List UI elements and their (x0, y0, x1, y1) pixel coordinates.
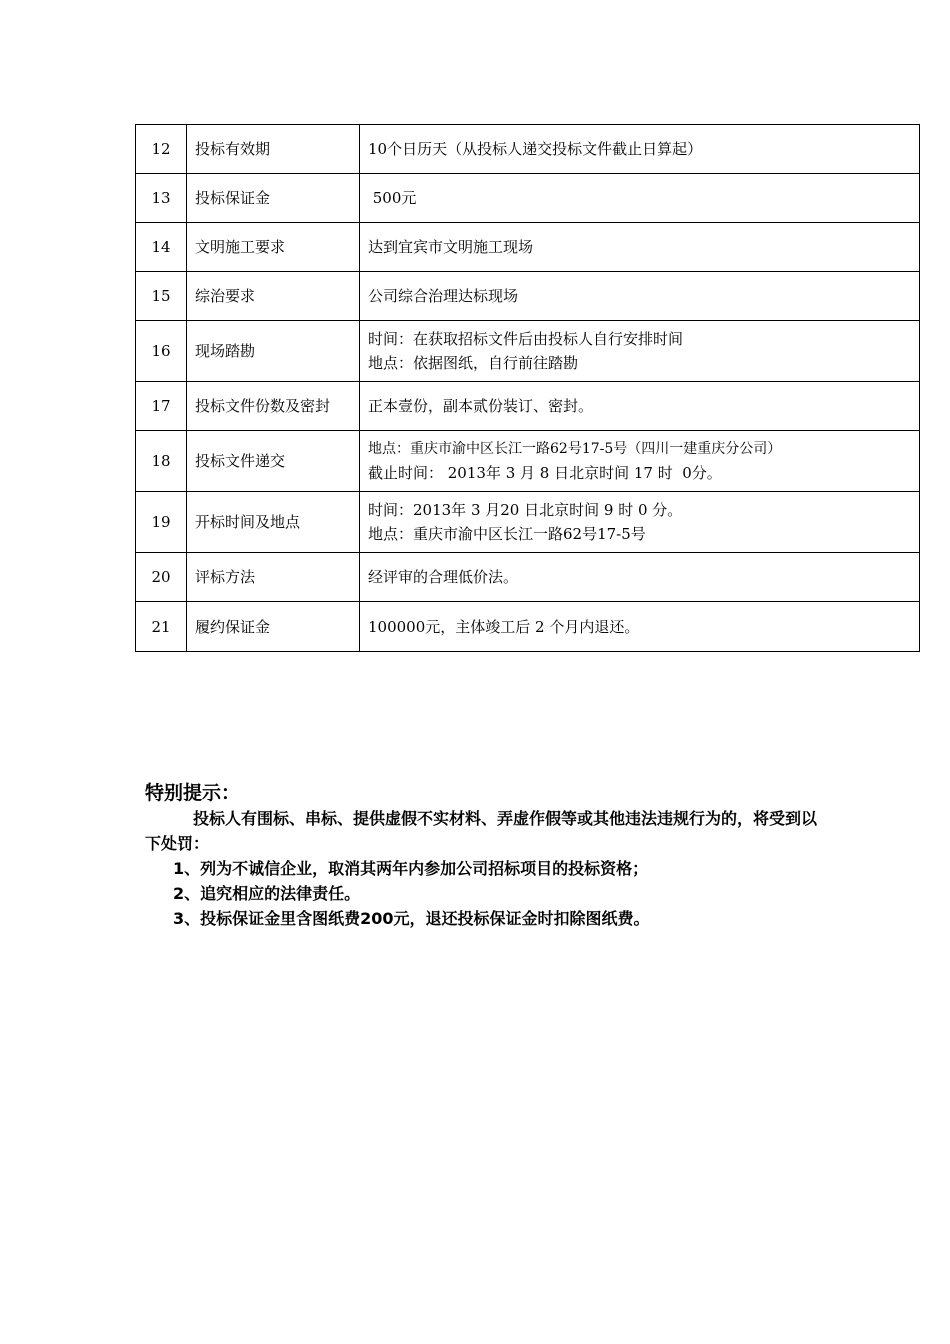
table-row (136, 174, 920, 223)
row-number: 19 (136, 492, 187, 553)
table-row (136, 382, 920, 431)
table-row (136, 272, 920, 321)
row-content (360, 553, 920, 602)
row-content (360, 223, 920, 272)
row-number: 12 (136, 125, 187, 174)
row-content (360, 492, 920, 553)
row-number: 17 (136, 382, 187, 431)
notice-paragraph: 投标人有围标、串标、提供虚假不实材料、弄虚作假等或其他违法违规行为的，将受到以下处罚： (145, 809, 818, 853)
row-number: 16 (136, 321, 187, 382)
row-label: 开标时间及地点 (187, 492, 360, 553)
content-line: 时间：在获取招标文件后由投标人自行安排时间 (368, 330, 684, 348)
table-row (136, 223, 920, 272)
row-label: 评标方法 (187, 553, 360, 602)
notice-item: 2、追究相应的法律责任。 (173, 884, 361, 903)
table-row (136, 492, 920, 553)
content-line: 地点：重庆市渝中区长江一路62号17-5号（四川一建重庆分公司） (368, 441, 782, 457)
row-label: 投标有效期 (187, 125, 360, 174)
table-row (136, 321, 920, 382)
row-label: 文明施工要求 (187, 223, 360, 272)
row-label: 现场踏勘 (187, 321, 360, 382)
table-row (136, 431, 920, 492)
content-line: 地点：依据图纸，自行前往踏勘 (368, 354, 579, 372)
content-line: 地点：重庆市渝中区长江一路62号17-5号 (368, 525, 646, 543)
row-number: 20 (136, 553, 187, 602)
bid-info-table (135, 124, 920, 652)
content-line: 经评审的合理低价法。 (368, 568, 519, 586)
table-row (136, 553, 920, 602)
special-notice (145, 780, 825, 931)
row-content (360, 602, 920, 652)
row-label: 投标文件份数及密封 (187, 382, 360, 431)
row-number: 14 (136, 223, 187, 272)
content-line: 正本壹份，副本贰份装订、密封。 (368, 397, 594, 415)
content-line: 10个日历天（从投标人递交投标文件截止日算起） (368, 140, 703, 158)
row-content (360, 272, 920, 321)
row-content (360, 431, 920, 492)
row-number: 13 (136, 174, 187, 223)
row-content (360, 382, 920, 431)
row-content (360, 321, 920, 382)
row-label: 投标文件递交 (187, 431, 360, 492)
notice-item: 3、投标保证金里含图纸费200元，退还投标保证金时扣除图纸费。 (173, 909, 650, 928)
row-label: 综治要求 (187, 272, 360, 321)
content-line: 时间：2013年 3 月20 日北京时间 9 时 0 分。 (368, 501, 683, 519)
row-number: 18 (136, 431, 187, 492)
content-line: 达到宜宾市文明施工现场 (368, 238, 534, 256)
table-row (136, 602, 920, 652)
notice-item: 1、列为不诚信企业，取消其两年内参加公司招标项目的投标资格； (173, 859, 649, 878)
row-number: 15 (136, 272, 187, 321)
table-row (136, 125, 920, 174)
content-line: 500元 (368, 189, 417, 207)
content-line: 截止时间： 2013年 3 月 8 日北京时间 17 时 0分。 (368, 464, 722, 482)
row-number: 21 (136, 602, 187, 652)
content-line: 公司综合治理达标现场 (368, 287, 519, 305)
notice-title: 特别提示： (145, 782, 241, 804)
content-line: 100000元，主体竣工后 2 个月内退还。 (368, 617, 640, 636)
row-content (360, 125, 920, 174)
row-content (360, 174, 920, 223)
row-label: 履约保证金 (187, 602, 360, 652)
row-label: 投标保证金 (187, 174, 360, 223)
